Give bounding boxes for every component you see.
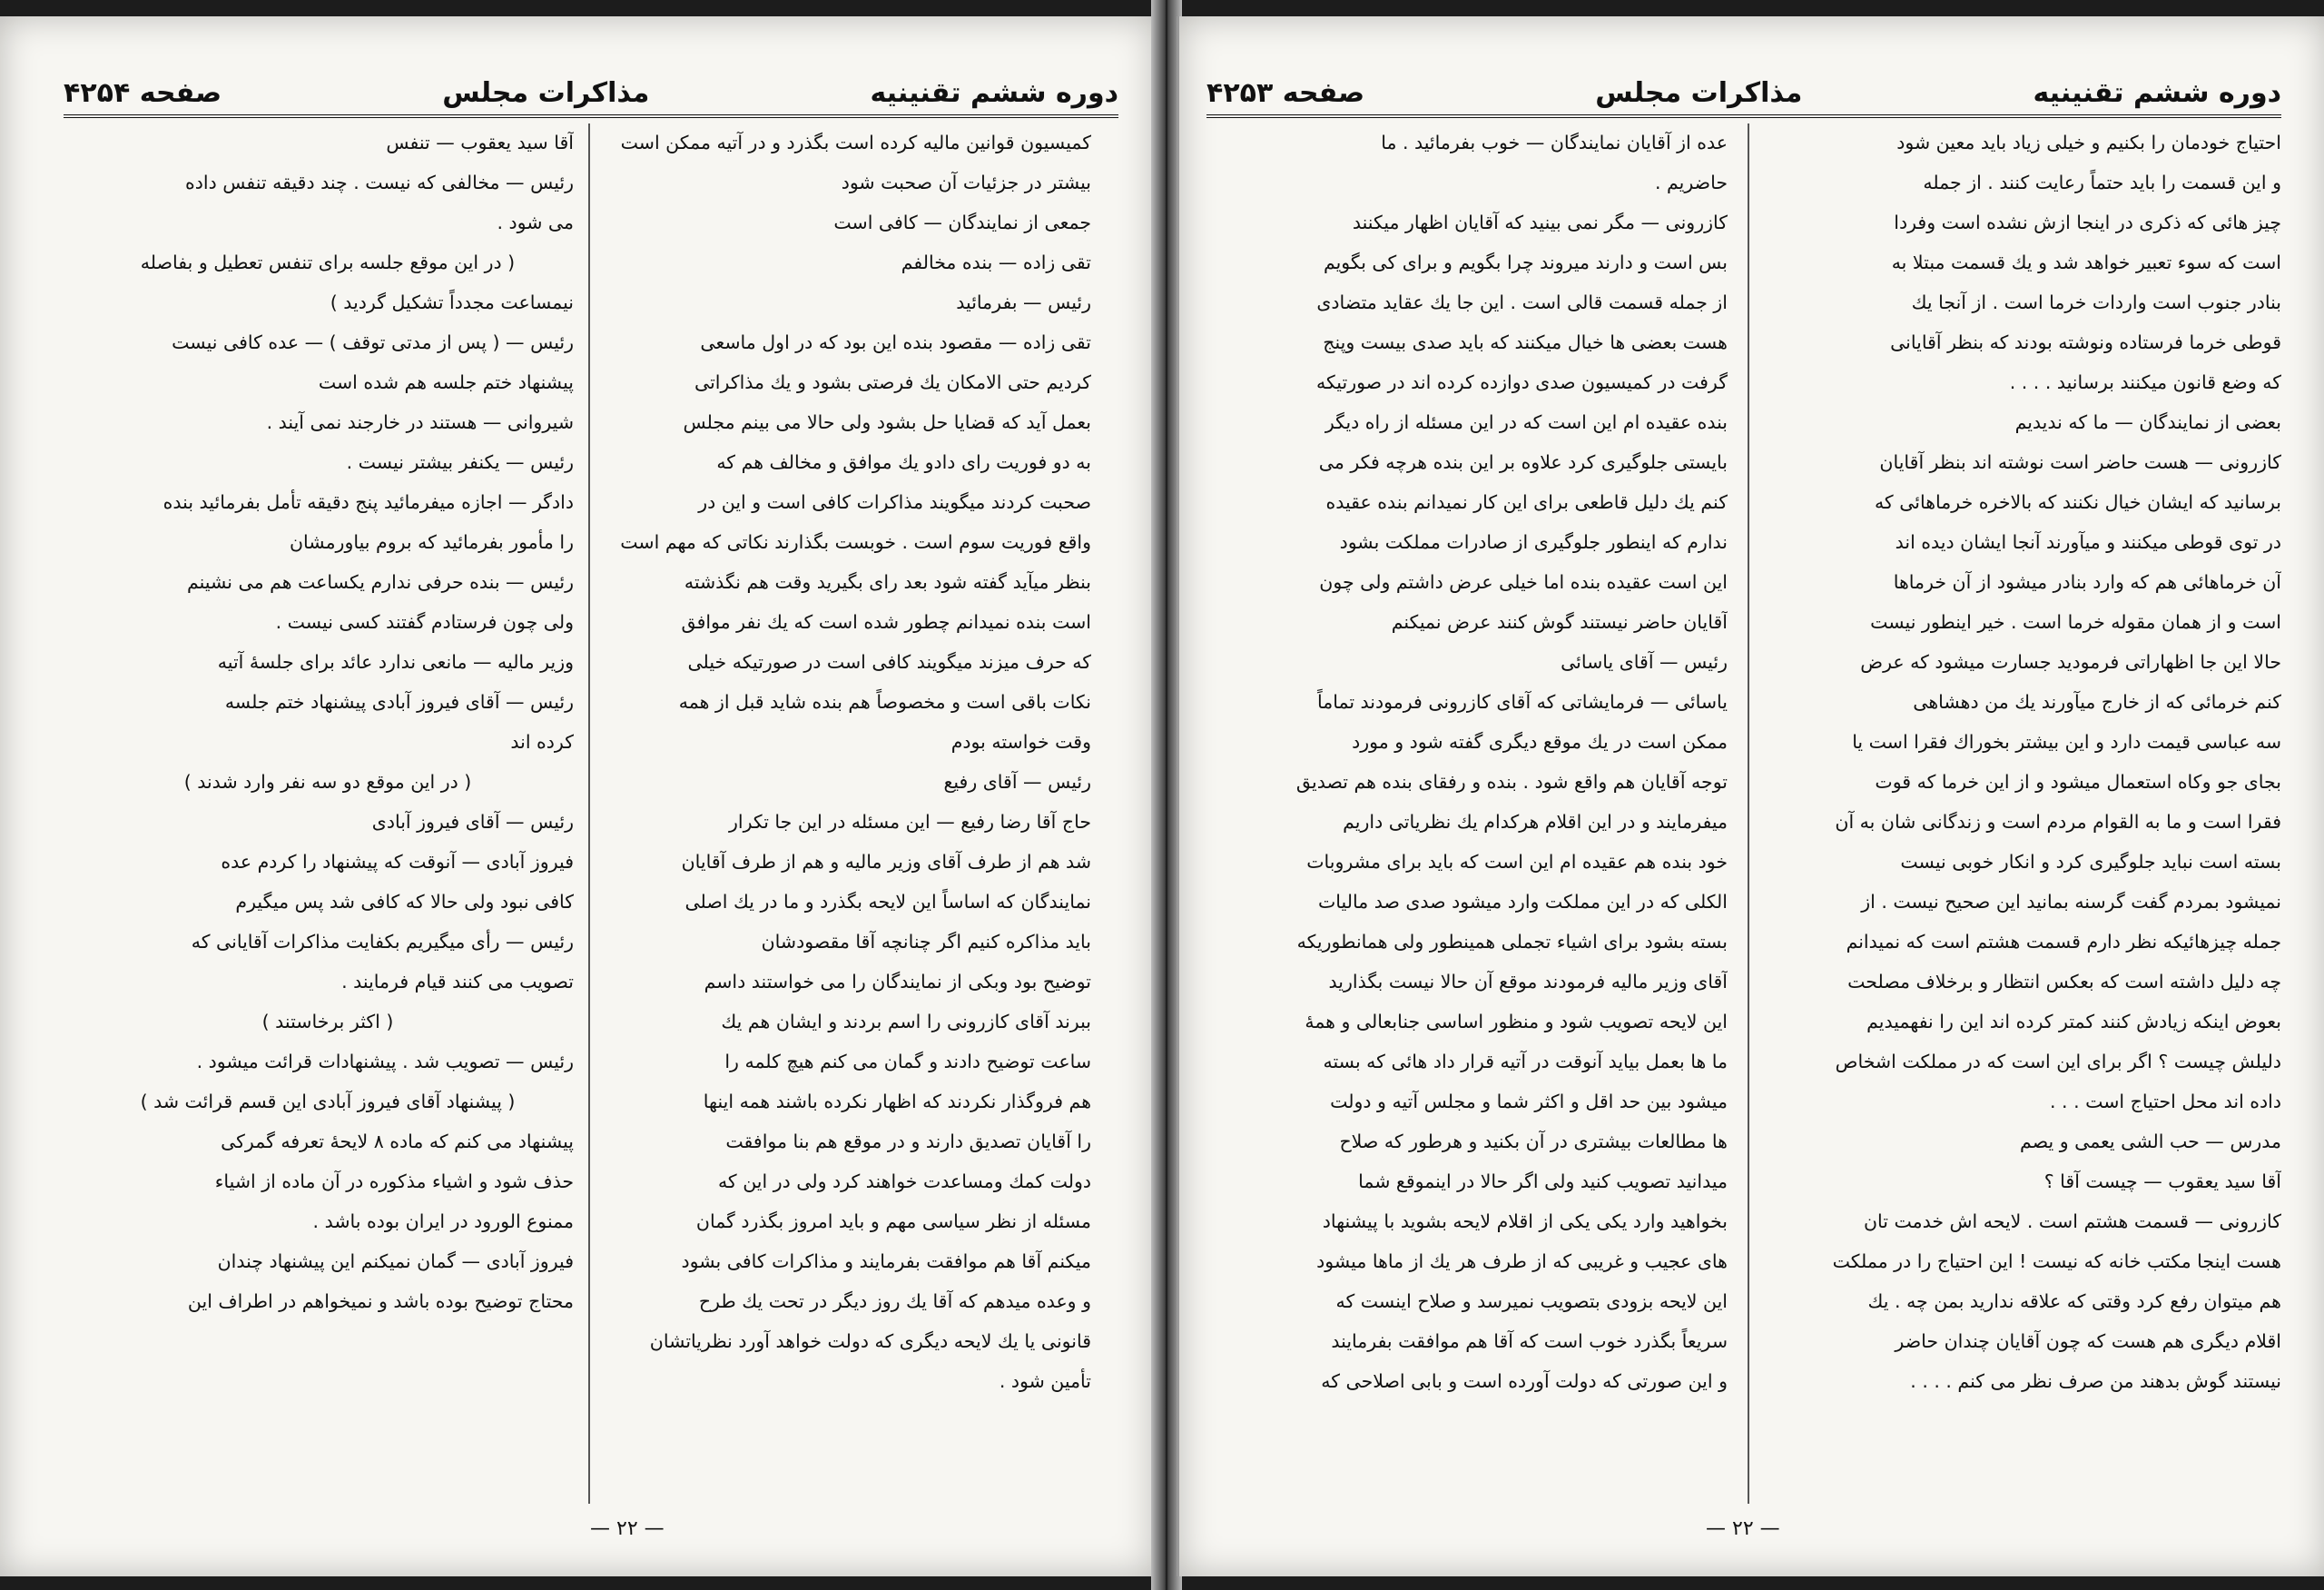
text-line: توجه آقایان هم واقع شود . بنده و رفقای بنده هم تصدیق: [1295, 771, 1728, 793]
text-line: ( در این موقع جلسه برای تنفس تعطیل و بفاصله: [140, 252, 516, 273]
text-line: تقی زاده — بنده مخالفم: [901, 252, 1091, 273]
text-line: دادگر — اجازه میفرمائید پنج دقیقه تأمل بفرمائید بنده: [162, 491, 574, 513]
left-page-header: [64, 56, 1118, 118]
text-line: و این قسمت را باید حتماً رعایت کنند . از جمله: [1923, 172, 2281, 193]
left-page-right-column: [599, 123, 1091, 1522]
text-line: کازرونی — مگر نمی بینید که آقایان اظهار میکنند: [1352, 212, 1728, 233]
text-line: رئیس — یکنفر بیشتر نیست .: [346, 451, 574, 473]
text-line: سه عباسی قیمت دارد و این بیشتر بخوراك فقرا است یا: [1852, 731, 2281, 753]
text-line: گرفت در کمیسیون صدی دوازده کرده اند در صورتیکه: [1315, 371, 1728, 393]
text-line: جمله چیزهائیکه نظر دارم قسمت هشتم است که نمیدانم: [1846, 931, 2281, 953]
text-line: ( در این موقع دو سه نفر وارد شدند ): [183, 771, 472, 793]
text-line: رئیس — بنده حرفی ندارم یکساعت هم می نشینم: [186, 571, 574, 593]
text-line: وزیر مالیه — مانعی ندارد عائد برای جلسهٔ آتیه: [217, 651, 574, 673]
text-line: کرده اند: [510, 731, 574, 753]
text-line: اقلام دیگری هم هست که چون آقایان چندان حاضر: [1895, 1330, 2281, 1352]
text-line: نیستند گوش بدهند من صرف نظر می کنم . . . .: [1910, 1370, 2281, 1392]
text-line: کنم یك دلیل قاطعی برای این کار نمیدانم بنده عقیده: [1325, 491, 1728, 513]
text-line: قوطی خرما فرستاده ونوشته بودند که بنظر آقایانی: [1890, 331, 2281, 353]
text-line: ببرند آقای کازرونی را اسم بردند و ایشان هم یك: [721, 1011, 1091, 1032]
text-line: این لایحه تصویب شود و منظور اساسی جنابعالی و همهٔ: [1305, 1011, 1728, 1032]
text-line: حالا این جا اظهاراتی فرمودید جسارت میشود که عرض: [1860, 651, 2281, 673]
text-line: عده از آقایان نمایندگان — خوب بفرمائید . ما: [1381, 132, 1728, 153]
text-line: برسانید که ایشان خیال نکنند که بالاخره خرماهائی که: [1874, 491, 2281, 513]
text-line: شد هم از طرف آقای وزیر مالیه و هم از طرف آقایان: [681, 851, 1091, 873]
text-line: است و از همان مقوله خرما است . خیر اینطور نیست: [1870, 611, 2281, 633]
text-line: این لایحه بزودی بتصویب نمیرسد و صلاح اینست که: [1335, 1290, 1728, 1312]
text-line: توضیح بود وبکی از نمایندگان را می خواستند داسم: [704, 971, 1091, 993]
left-session-label: دوره ششم تقنینیه: [870, 77, 1118, 109]
text-line: بعمل آید که قضایا حل بشود ولی حالا می بینم مجلس: [683, 411, 1091, 433]
text-line: آن خرماهائی هم که وارد بنادر میشود از آن خرماها: [1893, 571, 2281, 593]
left-page: [0, 16, 1157, 1576]
text-line: آقا سید یعقوب — تنفس: [386, 132, 574, 153]
text-line: احتیاج خودمان را بکنیم و خیلی زیاد باید معین شود: [1896, 132, 2281, 153]
text-line: بسته است نباید جلوگیری کرد و انکار خوبی نیست: [1900, 851, 2281, 873]
text-line: فیروز آبادی — آنوقت که پیشنهاد را کردم عده: [221, 851, 574, 873]
text-line: بنظر میآید گفته شود بعد رای بگیرید وقت هم نگذشته: [684, 571, 1091, 593]
text-line: که حرف میزند میگویند کافی است در صورتیکه خیلی: [687, 651, 1091, 673]
right-page-left-column: [1206, 123, 1728, 1522]
text-line: الکلی که در این مملکت وارد میشود صدی صد مالیات: [1317, 891, 1728, 913]
text-line: رئیس — آقای یاسائی: [1561, 651, 1728, 673]
text-line: کمیسیون قوانین مالیه کرده است بگذرد و در آتیه ممکن است: [620, 132, 1091, 153]
text-line: رئیس — آقای فیروز آبادی: [371, 811, 574, 833]
text-line: بنادر جنوب است واردات خرما است . از آنجا یك: [1911, 291, 2281, 313]
text-line: دولت کمك ومساعدت خواهند کرد ولی در این که: [717, 1170, 1091, 1192]
text-line: این است عقیده بنده اما خیلی عرض داشتم ولی چون: [1319, 571, 1728, 593]
text-line: ما ها بعمل بیاید آنوقت در آتیه قرار داد هائی که بسته: [1323, 1051, 1728, 1072]
text-line: آقا سید یعقوب — چیست آقا ؟: [2043, 1170, 2281, 1192]
text-line: رئیس — بفرمائید: [956, 291, 1091, 313]
text-line: رئیس — ( پس از مدتی توقف ) — عده کافی نیست: [172, 331, 574, 353]
text-line: هست بعضی ها خیال میکنند که باید صدی بیست وپنج: [1323, 331, 1728, 353]
right-page-header: [1206, 56, 2281, 118]
text-line: فیروز آبادی — گمان نمیکنم این پیشنهاد چندان: [217, 1250, 574, 1272]
text-line: وقت خواسته بودم: [950, 731, 1091, 753]
text-line: قانونی یا یك لایحه دیگری که دولت خواهد آورد نظریاتشان: [649, 1330, 1091, 1352]
text-line: کازرونی — هست حاضر است نوشته اند بنظر آقایان: [1879, 451, 2281, 473]
text-line: میکنم آقا هم موافقت بفرمایند و مذاکرات کافی بشود: [681, 1250, 1091, 1272]
left-column-divider: [588, 123, 590, 1504]
text-line: از جمله قسمت قالی است . این جا یك عقاید متضادی: [1316, 291, 1728, 313]
text-line: آقایان حاضر نیستند گوش کنند عرض نمیکنم: [1391, 611, 1728, 633]
text-line: داده اند محل احتیاج است . . .: [2050, 1091, 2281, 1112]
text-line: واقع فوریت سوم است . خوبست بگذارند نکاتی که مهم است: [620, 531, 1091, 553]
right-page-number: صفحه ۴۲۵۳: [1206, 77, 1365, 109]
text-line: جمعی از نمایندگان — کافی است: [833, 212, 1091, 233]
text-line: که وضع قانون میکنند برسانید . . . .: [2009, 371, 2281, 393]
right-center-title: مذاکرات مجلس: [1595, 77, 1803, 109]
text-line: را مأمور بفرمائید که بروم بیاورمشان: [289, 531, 574, 553]
text-line: رئیس — آقای رفیع: [943, 771, 1091, 793]
text-line: خود بنده هم عقیده ام این است که باید برای مشروبات: [1306, 851, 1728, 873]
text-line: رئیس — آقای فیروز آبادی پیشنهاد ختم جلسه: [224, 691, 574, 713]
text-line: چیز هائی که ذکری در اینجا ازش نشده است وفردا: [1894, 212, 2281, 233]
text-line: در توی قوطی میکنند و میآورند آنجا ایشان دیده اند: [1895, 531, 2281, 553]
text-line: میدانید تصویب کنید ولی اگر حالا در اینموقع شما: [1358, 1170, 1728, 1192]
text-line: بعوض اینکه زیادش کنند کمتر کرده اند این را نفهمیدیم: [1866, 1011, 2281, 1032]
text-line: حذف شود و اشیاء مذکوره در آن ماده از اشیاء: [214, 1170, 574, 1192]
text-line: کافی نبود ولی حالا که کافی شد پس میگیرم: [235, 891, 574, 913]
text-line: پیشنهاد ختم جلسه هم شده است: [318, 371, 574, 393]
text-line: بعضی از نمایندگان — ما که ندیدیم: [2014, 411, 2281, 433]
text-line: نکات باقی است و مخصوصاً هم بنده شاید قبل از همه: [678, 691, 1091, 713]
text-line: نیمساعت مجدداً تشکیل گردید ): [330, 291, 574, 313]
text-line: ( اکثر برخاستند ): [261, 1011, 394, 1032]
right-page-footer: — ۲۲ —: [1706, 1517, 1780, 1540]
text-line: تأمین شود .: [999, 1370, 1091, 1392]
text-line: و وعده میدهم که آقا یك روز دیگر در تحت یك طرح: [698, 1290, 1091, 1312]
text-line: آقای وزیر مالیه فرمودند موقع آن حالا نیست بگذارید: [1328, 971, 1728, 993]
text-line: یاسائی — فرمایشاتی که آقای کازرونی فرمودند تماماً: [1317, 691, 1728, 713]
left-page-footer: — ۲۲ —: [590, 1517, 665, 1540]
text-line: بنده عقیده ام این است که در این مسئله از راه دیگر: [1324, 411, 1728, 433]
text-line: چه دلیل داشته است که بعکس انتظار و برخلاف مصلحت: [1847, 971, 2281, 993]
text-line: سریعاً بگذرد خوب است که آقا هم موافقت بفرمایند: [1331, 1330, 1728, 1352]
text-line: بخواهید وارد یکی یکی از اقلام لایحه بشوید با پیشنهاد: [1322, 1210, 1728, 1232]
text-line: صحبت کردند میگویند مذاکرات کافی است و این در: [698, 491, 1091, 513]
text-line: دلیلش چیست ؟ اگر برای این است که در مملکت اشخاص: [1835, 1051, 2281, 1072]
text-line: میشود بین حد اقل و اکثر شما و مجلس آتیه و دولت: [1330, 1091, 1728, 1112]
text-line: پیشنهاد می کنم که ماده ۸ لایحهٔ تعرفه گمرکی: [221, 1131, 574, 1152]
text-line: شیروانی — هستند در خارجند نمی آیند .: [266, 411, 574, 433]
text-line: بیشتر در جزئیات آن صحبت شود: [841, 172, 1091, 193]
text-line: میفرمایند و در این اقلام هرکدام یك نظریاتی داریم: [1343, 811, 1728, 833]
text-line: های عجیب و غریبی که از طرف هر یك از ماها میشود: [1316, 1250, 1728, 1272]
text-line: کردیم حتی الامکان یك فرصتی بشود و یك مذاکراتی: [694, 371, 1091, 393]
text-line: بایستی جلوگیری کرد علاوه بر این بنده هرچه فکر می: [1318, 451, 1728, 473]
text-line: رئیس — تصویب شد . پیشنهادات قرائت میشود .: [196, 1051, 574, 1072]
right-column-divider: [1748, 123, 1749, 1504]
left-page-left-column: [82, 123, 574, 1522]
left-page-number: صفحه ۴۲۵۴: [64, 77, 222, 109]
text-line: ندارم که اینطور جلوگیری از صادرات مملکت بشود: [1339, 531, 1728, 553]
text-line: مسئله از نظر سیاسی مهم و باید امروز بگذرد گمان: [695, 1210, 1091, 1232]
text-line: فقرا است و ما به القوام مردم است و زندگانی شان به آن: [1835, 811, 2281, 833]
text-line: محتاج توضیح بوده باشد و نمیخواهم در اطراف این: [187, 1290, 574, 1312]
text-line: ولی چون فرستادم گفتند کسی نیست .: [275, 611, 574, 633]
text-line: رئیس — رأی میگیریم بکفایت مذاکرات آقایانی که: [191, 931, 574, 953]
text-line: به دو فوریت رای دادو یك موافق و مخالف هم که: [716, 451, 1091, 473]
text-line: بس است و دارند میروند چرا بگویم و برای کی بگویم: [1323, 252, 1728, 273]
text-line: نمیشود بمردم گفت گرسنه بمانید این صحیح نیست . از: [1861, 891, 2281, 913]
right-session-label: دوره ششم تقنینیه: [2033, 77, 2281, 109]
text-line: تقی زاده — مقصود بنده این بود که در اول ماسعی: [700, 331, 1091, 353]
text-line: ممنوع الورود در ایران بوده باشد .: [312, 1210, 574, 1232]
text-line: حاج آقا رضا رفیع — این مسئله در این جا تکرار: [728, 811, 1091, 833]
text-line: رئیس — مخالفی که نیست . چند دقیقه تنفس داده: [185, 172, 574, 193]
text-line: است بنده نمیدانم چطور شده است که یك نفر موافق: [681, 611, 1091, 633]
text-line: ممکن است در یك موقع دیگری گفته شود و مورد: [1352, 731, 1728, 753]
text-line: را آقایان تصدیق دارند و در موقع هم بنا موافقت: [725, 1131, 1091, 1152]
text-line: باید مذاکره کنیم اگر چنانچه آقا مقصودشان: [761, 931, 1091, 953]
text-line: هم فروگذار نکردند که اظهار نکرده باشند همه اینها: [703, 1091, 1091, 1112]
text-line: و این صورتی که دولت آورده است و بابی اصلاحی که: [1321, 1370, 1728, 1392]
text-line: ها مطالعات بیشتری در آن بکنید و هرطور که صلاح: [1339, 1131, 1728, 1152]
text-line: بجای جو وکاه استعمال میشود و از این خرما که قوت: [1875, 771, 2281, 793]
text-line: حاضریم .: [1654, 172, 1728, 193]
text-line: هم میتوان رفع کرد وقتی که علاقه ندارید بمن چه . یك: [1867, 1290, 2281, 1312]
text-line: نمایندگان که اساساً این لایحه بگذرد و ما در یك اصلی: [684, 891, 1091, 913]
right-page: [1177, 16, 2324, 1576]
text-line: می شود .: [497, 212, 574, 233]
text-line: ( پیشنهاد آقای فیروز آبادی این قسم قرائت شد ): [140, 1091, 516, 1112]
text-line: کازرونی — قسمت هشتم است . لایحه اش خدمت تان: [1863, 1210, 2281, 1232]
text-line: مدرس — حب الشی یعمی و یصم: [2020, 1131, 2281, 1152]
text-line: ساعت توضیح دادند و گمان می کنم هیچ کلمه را: [724, 1051, 1091, 1072]
text-line: بسته بشود برای اشیاء تجملی همینطور ولی همانطوریکه: [1296, 931, 1728, 953]
text-line: کنم خرمائی که از خارج میآورند یك من دهشاهی: [1913, 691, 2281, 713]
left-center-title: مذاکرات مجلس: [442, 77, 650, 109]
right-page-right-column: [1760, 123, 2281, 1522]
text-line: هست اینجا مکتب خانه که نیست ! این احتیاج را در مملکت: [1832, 1250, 2281, 1272]
text-line: است که سوء تعبیر خواهد شد و یك قسمت مبتلا به: [1891, 252, 2281, 273]
text-line: تصویب می کنند قیام فرمایند .: [341, 971, 574, 993]
